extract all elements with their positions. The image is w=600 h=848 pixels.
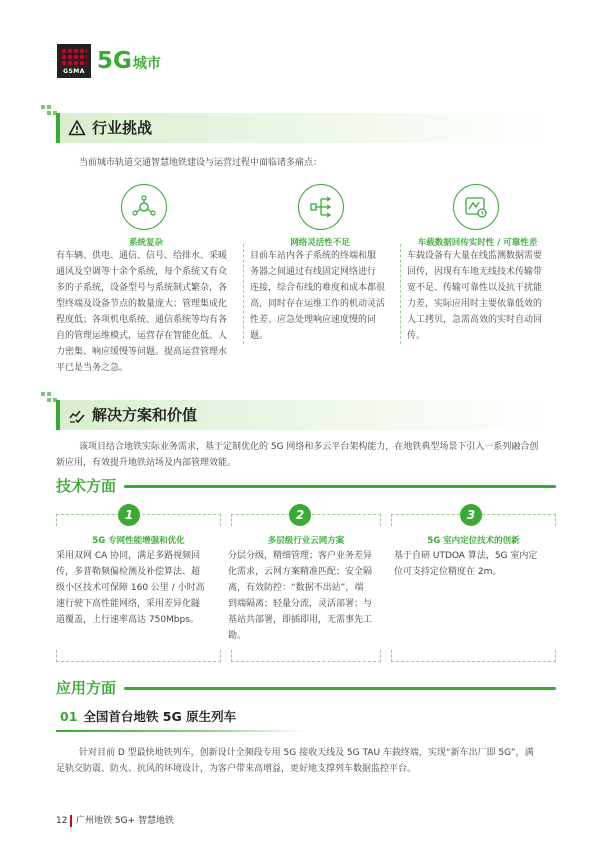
section-title-solution: 解决方案和价值 [92,406,198,424]
page-number: 12 [56,816,68,826]
flow-routing-icon [309,195,333,219]
logo-text: GSMA [63,68,85,75]
section-title-challenges: 行业挑战 [92,119,153,137]
col1-text: 有车辆、供电、通信、信号、给排水、采暖 通风及空调等十余个系统，每个系统又有众 多的子系统，设备型号与系统制式繁杂，各 型终端及设备节点的数量庞大；管理集成化 程度低；各项机电系统、通信系统等均有各 自的管理运维模式，运营存在智能化低、人 力密集、响应缓慢等问题。提高运营管理水 平已是当务之急。 [56,251,228,373]
tech-item-text: 分层分级，精细管理；客户业务差异 化需求，云网方案精准匹配；安全隔 离，有效防控：“数据不出站”，端 到端隔离；轻量分流，灵活部署；与 基站共部署，即插即用，无需事先工 勘。 [228,551,373,641]
col2-title: 网络灵活性不足 [290,238,350,248]
tech-heading: 技术方面 [56,477,117,495]
col1-title: 系统复杂 [128,238,163,248]
tech-item-text: 基于自研 UTDOA 算法，5G 室内定 位可支持定位精度在 2m。 [394,551,538,577]
col2-text: 目前车站内各子系统的终端和服 务器之间通过有线固定网络进行 连接，综合布线的难度和成本都很 高，同时存在运维工作的机动灵活 性差、应急处理响应速度慢的问 题。 [250,251,386,341]
network-nodes-icon [132,195,156,219]
topic-number: 01 [60,709,78,724]
tech-item-title: 多层级行业云网方案 [267,536,345,546]
col3-icon-circle [453,184,499,230]
gsma-logo [57,44,91,78]
solution-intro: 该项目结合地铁实际业务需求，基于定制优化的 5G 网络和多云平台架构能力，在地铁典型场景下引入一系列融合创 新应用，有效提升地铁站场及内部管理效能。 [56,442,539,468]
application-heading-rule [124,687,556,690]
tech-number-badge: 2 [289,504,311,526]
monitor-chart-icon [464,195,488,219]
col2-icon-circle [298,184,344,230]
column-divider [400,244,401,344]
col3-text: 车载设备有大量在线监测数据需要 回传，因现有车地无线技术传输带 宽不足、传输可靠性以及抗干扰能 力差，实际应用时主要依靠低效的 人工拷贝，急需高效的实时自动回 传。 [407,251,543,341]
brand-title [97,46,161,79]
topic-underline [56,730,306,732]
application-heading: 应用方面 [56,679,117,697]
column-divider [243,244,244,344]
tech-number-badge: 3 [460,504,482,526]
footer-title: 广州地铁 5G+ 智慧地铁 [76,816,174,826]
col3-title: 车载数据回传实时性 / 可靠性差 [417,238,538,248]
brand-main: 5G [97,48,132,74]
brand-sub: 城市 [132,56,161,72]
topic-title [60,708,236,726]
challenges-intro: 当前城市轨道交通智慧地铁建设与运营过程中面临诸多痛点： [79,158,323,168]
section-header-challenges [56,113,556,143]
tech-item-text: 采用双网 CA 协同，满足多路视频回 传，多普勒频偏检测及补偿算法、超 级小区技术可保障 160 公里 / 小时高 速行驶下高性能网络，采用差异化隧 道覆盖，上行速率高达 750Mbps。 [56,551,205,625]
footer-divider [70,815,72,827]
section-header-solution [56,400,556,430]
tech-item-title: 5G 专网性能增强和优化 [92,536,185,546]
application-text: 针对目前 D 型最快地铁列车，创新设计全频段专用 5G 接收天线及 5G TAU 车载终端，实现“新车出厂即 5G”，满 足轨交防震、防火、抗风的环境设计，为客户带来高增益，更好地支撑列车数据监控平台。 [56,748,534,774]
check-chart-icon [68,406,86,424]
tech-item-title: 5G 室内定位技术的创新 [427,536,520,546]
tech-heading-rule [124,485,556,488]
topic-title-text: 全国首台地铁 5G 原生列车 [83,709,237,724]
col1-icon-circle [121,184,167,230]
warning-triangle-icon [68,119,86,137]
tech-number-badge: 1 [118,504,140,526]
